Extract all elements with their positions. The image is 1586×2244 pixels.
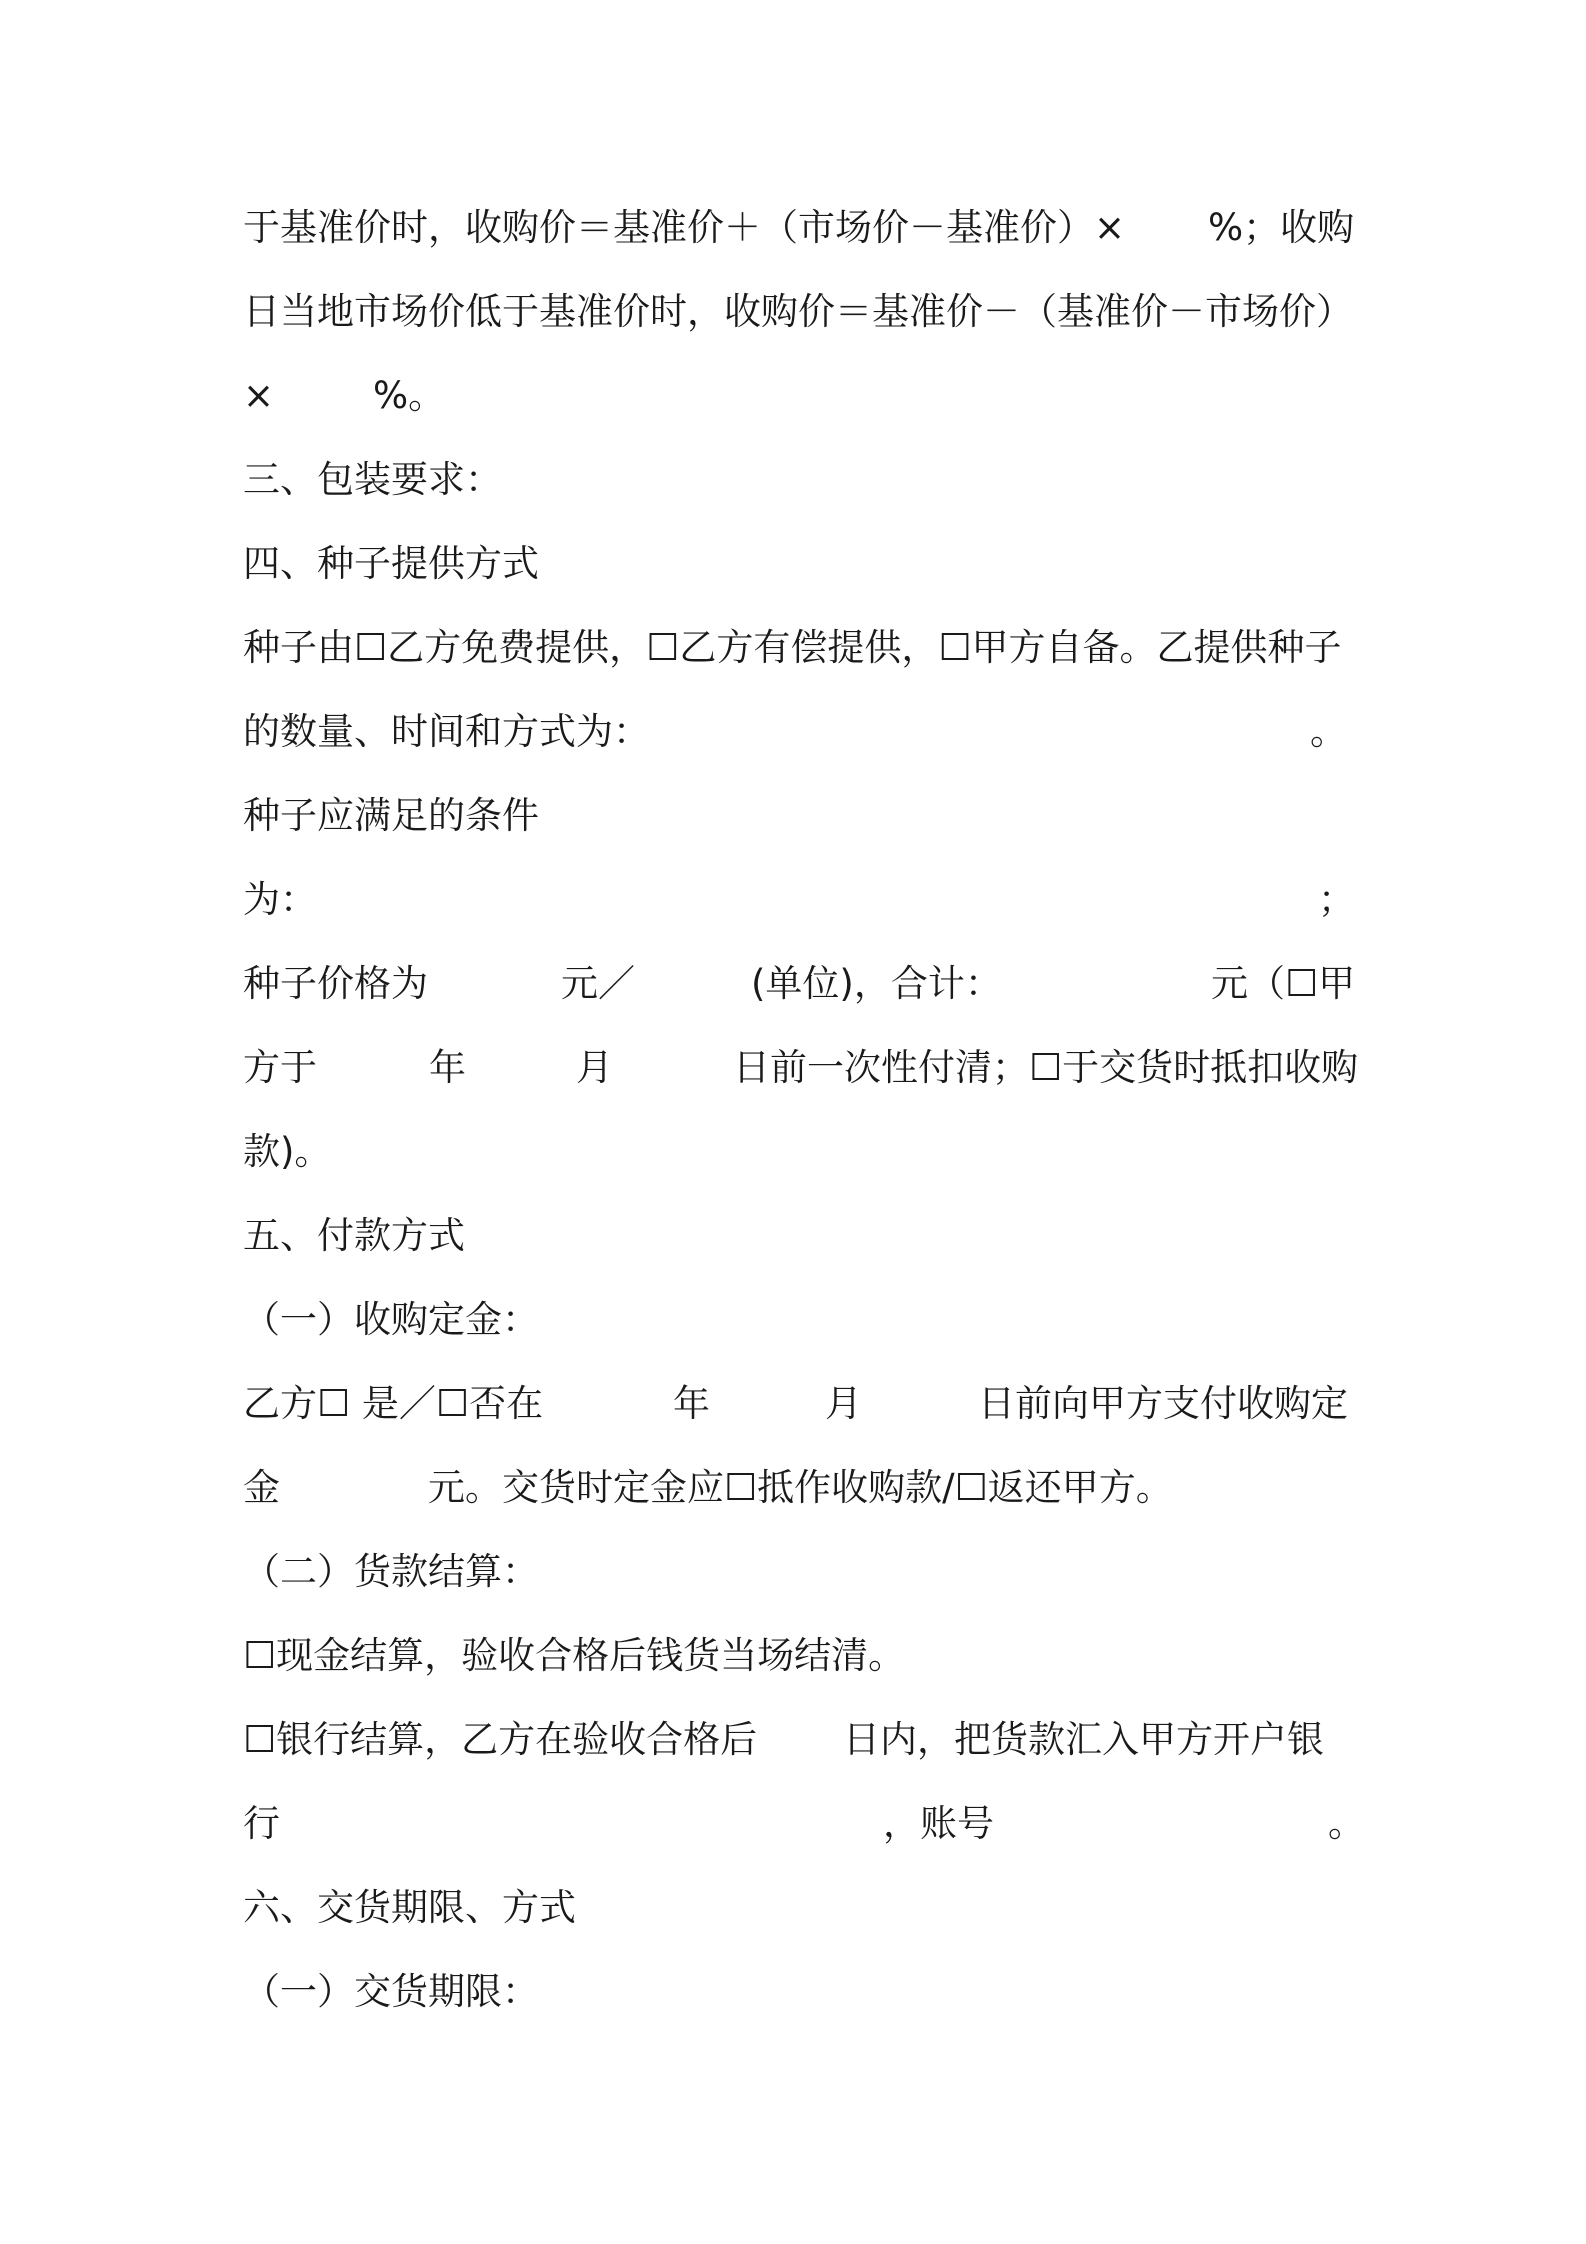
clause-cash-settlement: ☐现金结算，验收合格后钱货当场结清。 <box>243 1634 906 1677</box>
subsection-deposit: （一）收购定金： <box>243 1298 539 1341</box>
text-segment: (单位)，合计： <box>751 962 1002 1005</box>
text-segment: 日前向甲方支付收购定 <box>978 1382 1348 1425</box>
text-segment: 日内，把货款汇入甲方开户银 <box>843 1718 1324 1761</box>
text-segment: %。 <box>373 374 446 417</box>
clause-price-below-benchmark: 日当地市场价低于基准价时，收购价＝基准价－（基准价－市场价） <box>243 290 1353 333</box>
text-segment: 元（☐甲 <box>1211 962 1356 1005</box>
text-segment: 于基准价时，收购价＝基准价＋（市场价－基准价）× <box>243 206 1126 249</box>
text-segment: 年 <box>673 1382 710 1425</box>
clause-deposit-date <box>243 1374 1348 1434</box>
text-segment: 年 <box>429 1046 466 1089</box>
clause-price-above-benchmark <box>243 198 1355 258</box>
text-segment: %；收购 <box>1208 206 1355 249</box>
text-segment: 元。交货时定金应☐抵作收购款/☐返还甲方。 <box>428 1466 1173 1509</box>
clause-seed-quantity <box>243 702 1347 762</box>
text-segment: ； <box>1318 878 1355 921</box>
text-segment: ☐银行结算，乙方在验收合格后 <box>243 1718 758 1761</box>
clause-seed-source: 种子由☐乙方免费提供，☐乙方有偿提供，☐甲方自备。乙提供种子 <box>243 626 1342 669</box>
text-segment: 乙方☐ 是／☐否在 <box>243 1382 544 1425</box>
text-segment: 元／ <box>561 962 635 1005</box>
text-segment: 金 <box>243 1466 280 1509</box>
text-segment: 的数量、时间和方式为： <box>243 710 650 753</box>
section-heading-payment: 五、付款方式 <box>243 1214 465 1257</box>
clause-seed-price <box>243 954 1356 1014</box>
clause-seed-payment-date <box>243 1038 1359 1098</box>
clause-deposit-amount <box>243 1458 1173 1518</box>
text-segment: 。 <box>1328 1802 1365 1845</box>
section-heading-seed-supply: 四、种子提供方式 <box>243 542 539 585</box>
text-segment: 为： <box>243 878 317 921</box>
section-heading-delivery: 六、交货期限、方式 <box>243 1886 576 1929</box>
text-segment: 种子价格为 <box>243 962 428 1005</box>
text-segment: 方于 <box>243 1046 317 1089</box>
text-segment: ，账号 <box>883 1802 994 1845</box>
text-segment: × <box>243 374 275 417</box>
subsection-settlement: （二）货款结算： <box>243 1550 539 1593</box>
text-segment: 月 <box>825 1382 862 1425</box>
clause-bank-settlement <box>243 1710 1324 1770</box>
text-segment: 月 <box>576 1046 613 1089</box>
clause-seed-payment-end: 款)。 <box>243 1130 332 1173</box>
text-segment: 日前一次性付清；☐于交货时抵扣收购 <box>733 1046 1359 1089</box>
clause-seed-conditions-value <box>243 870 1355 930</box>
clause-percentage <box>243 366 446 426</box>
subsection-delivery-deadline: （一）交货期限： <box>243 1970 539 2013</box>
text-segment: 行 <box>243 1802 280 1845</box>
clause-seed-conditions: 种子应满足的条件 <box>243 794 539 837</box>
text-segment: 。 <box>1310 710 1347 753</box>
section-heading-packaging: 三、包装要求： <box>243 458 502 501</box>
clause-bank-account <box>243 1794 1365 1854</box>
